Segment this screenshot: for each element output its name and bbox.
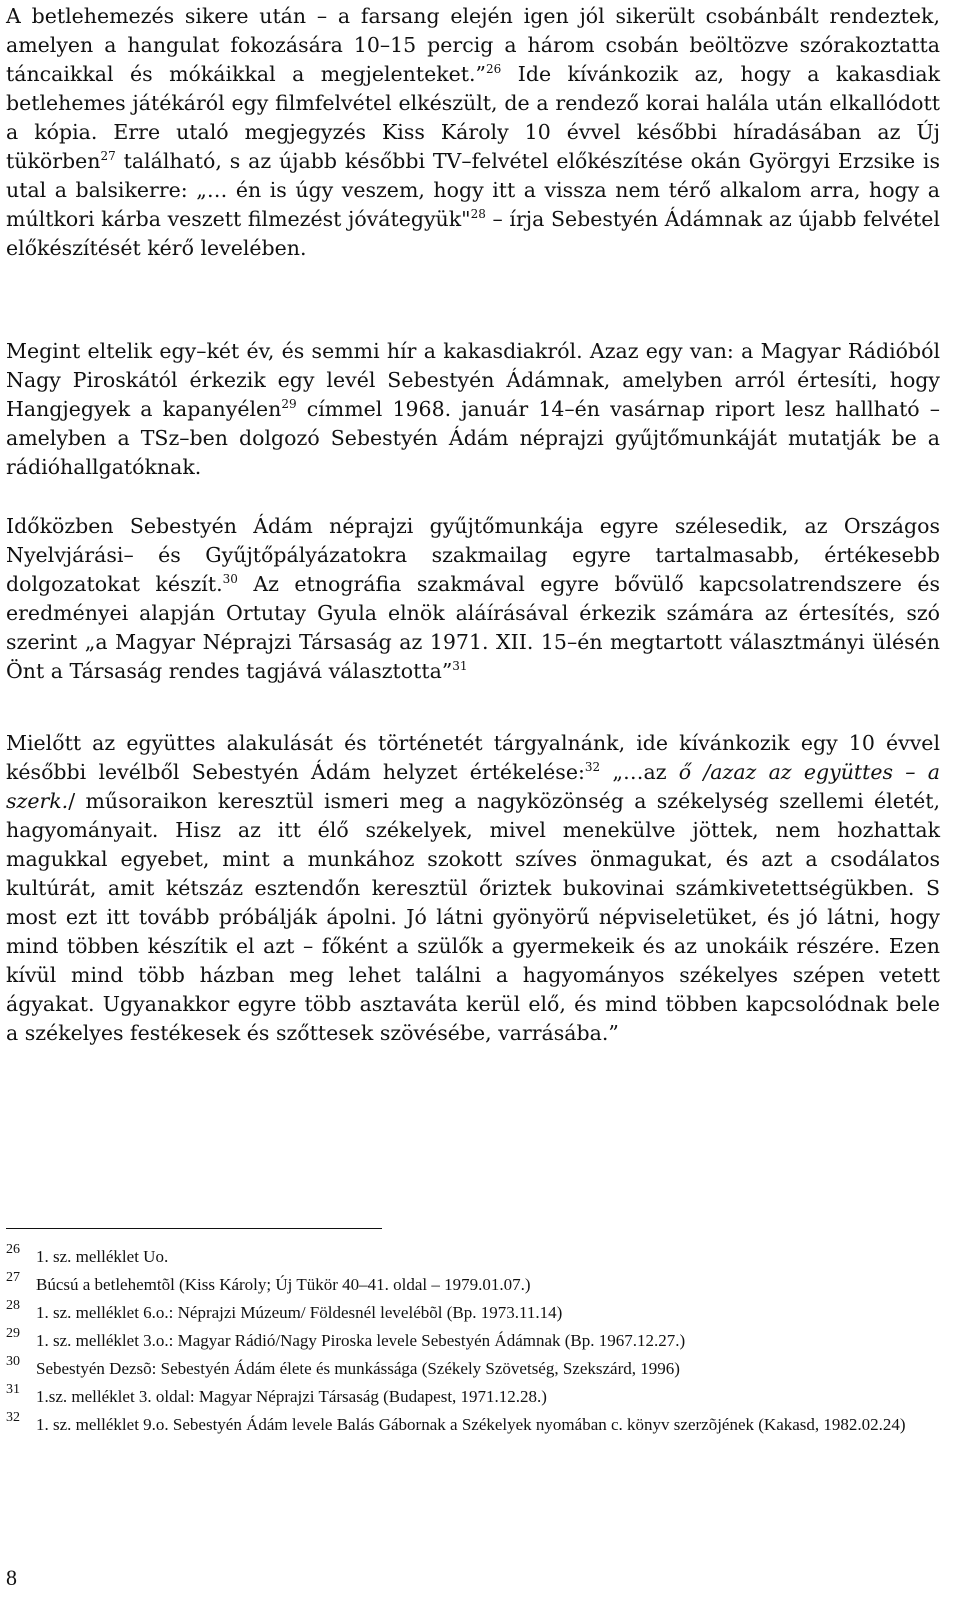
footnote-29 (6, 1324, 940, 1352)
footnote-number: 30 (6, 1354, 20, 1369)
footnote-ref-26[interactable]: 26 (486, 62, 502, 77)
footnote-text: 1. sz. melléklet 9.o. Sebestyén Ádám levele Balás Gábornak a Székelyek nyomában c. könyv szerzõjének (Kakasd, 1982.02.24) (36, 1415, 906, 1434)
footnote-number: 26 (6, 1242, 20, 1257)
footnote-ref-28[interactable]: 28 (470, 207, 486, 222)
footnote-number: 32 (6, 1410, 20, 1425)
text-run: Mielőtt az együttes alakulását és történetét tárgyalnánk, ide kívánkozik egy 10 évvel későbbi levélből Sebestyén Ádám helyzet értékelése: (6, 731, 940, 784)
text-run: / műsoraikon keresztül ismeri meg a nagyközönség a székelység szellemi életét, hagyományait. Hisz az itt élő székelyek, mivel menekülve jöttek, nem hozhattak magukkal egyebet, mint a munkához szokott szíves önmagukat, és azt a csodálatos kultúrát, amit kétszáz esztendőn keresztül őriztek bukovinai számkivetettségükben. S most ezt itt tovább próbálják ápolni. Jó látni gyönyörű népviseletüket, és jó látni, hogy mind többen készítik el azt – főként a szülők a gyermekeik és az unokáik részére. Ezen kívül mind több házban meg lehet találni a hagyományos székelyes szépen vetett ágyakat. Ugyanakkor egyre több asztaváta kerül elő, és mind többen kapcsolódnak bele a székelyes festékesek és szőttesek szövésébe, varrásába.” (6, 789, 940, 1045)
paragraph-2 (6, 337, 940, 482)
footnote-text: 1. sz. melléklet Uo. (36, 1247, 169, 1266)
text-run: Az etnográfia szakmával egyre bővülő kapcsolatrendszere és eredményei alapján Ortutay Gyula elnök aláírásával érkezik számára az értesítés, szó szerint „a Magyar Néprajzi Társaság az 1971. XII. 15–én megtartott választmányi ülésén Önt a Társaság rendes tagjává választotta” (6, 572, 940, 683)
paragraph-4 (6, 729, 940, 1048)
paragraph-3 (6, 512, 940, 686)
footnote-number: 31 (6, 1382, 20, 1397)
footnote-text: 1. sz. melléklet 6.o.: Néprajzi Múzeum/ Földesnél levelébõl (Bp. 1973.11.14) (36, 1303, 563, 1322)
footnote-26 (6, 1240, 940, 1268)
footnote-32 (6, 1408, 940, 1436)
text-run: A betlehemezés sikere után – a farsang elején igen jól sikerült csobánbált rendeztek, amelyen a hangulat fokozására 10–15 percig a három csobán beöltözve szórakoztatta táncaikkal és mókáikkal a megjelenteket.” (6, 4, 940, 86)
footnotes (6, 1240, 940, 1436)
text-run: található, s az újabb későbbi TV–felvétel előkészítése okán Györgyi Erzsike is utal a balsikerre: „… én is úgy veszem, hogy itt a vissza nem térő alkalom arra, hogy a múltkori kárba veszett filmezést jóvátegyük" (6, 149, 940, 231)
footnote-text: Búcsú a betlehemtõl (Kiss Károly; Új Tükör 40–41. oldal – 1979.01.07.) (36, 1275, 531, 1294)
footnote-number: 28 (6, 1298, 20, 1313)
footnote-27 (6, 1268, 940, 1296)
footnote-ref-31[interactable]: 31 (452, 659, 468, 674)
text-run: – írja Sebestyén Ádámnak az újabb felvétel előkészítését kérő levelében. (6, 207, 940, 260)
footnote-text: 1. sz. melléklet 3.o.: Magyar Rádió/Nagy Piroska levele Sebestyén Ádámnak (Bp. 1967.12.27.) (36, 1331, 686, 1350)
footnote-number: 27 (6, 1270, 20, 1285)
page-number: 8 (6, 1565, 17, 1590)
text-run: Ide kívánkozik az, hogy a kakasdiak betlehemes játékáról egy filmfelvétel elkészült, de a rendező korai halála után elkallódott a kópia. Erre utaló megjegyzés Kiss Károly 10 évvel későbbi híradásában az Új tükörben (6, 62, 940, 173)
text-run: Megint eltelik egy–két év, és semmi hír a kakasdiakról. Azaz egy van: a Magyar Rádióból Nagy Piroskától érkezik egy levél Sebestyén Ádámnak, amelyben arról értesíti, hogy Hangjegyek a kapanyélen (6, 339, 940, 421)
footnote-number: 29 (6, 1326, 20, 1341)
footnote-31 (6, 1380, 940, 1408)
footnote-ref-27[interactable]: 27 (100, 149, 116, 164)
footnote-text: Sebestyén Dezsõ: Sebestyén Ádám élete és munkássága (Székely Szövetség, Szekszárd, 1996) (36, 1359, 680, 1378)
text-run: címmel 1968. január 14–én vasárnap riport lesz hallható – amelyben a TSz–ben dolgozó Sebestyén Ádám néprajzi gyűjtőmunkáját mutatják be a rádióhallgatóknak. (6, 397, 940, 479)
footnote-30 (6, 1352, 940, 1380)
text-run: „…az (600, 760, 679, 784)
text-run: Időközben Sebestyén Ádám néprajzi gyűjtőmunkája egyre szélesedik, az Országos Nyelvjárási– és Gyűjtőpályázatokra szakmailag egyre tartalmasabb, értékesebb dolgozatokat készít. (6, 514, 940, 596)
footnote-text: 1.sz. melléklet 3. oldal: Magyar Néprajzi Társaság (Budapest, 1971.12.28.) (36, 1387, 547, 1406)
footnote-ref-32[interactable]: 32 (584, 760, 601, 775)
paragraph-1 (6, 2, 940, 263)
footnote-28 (6, 1296, 940, 1324)
footnote-separator (6, 1228, 382, 1229)
footnote-ref-29[interactable]: 29 (281, 397, 297, 412)
footnote-ref-30[interactable]: 30 (222, 572, 238, 587)
italic-text-run: ő /azaz az együttes – a szerk. (6, 760, 940, 813)
